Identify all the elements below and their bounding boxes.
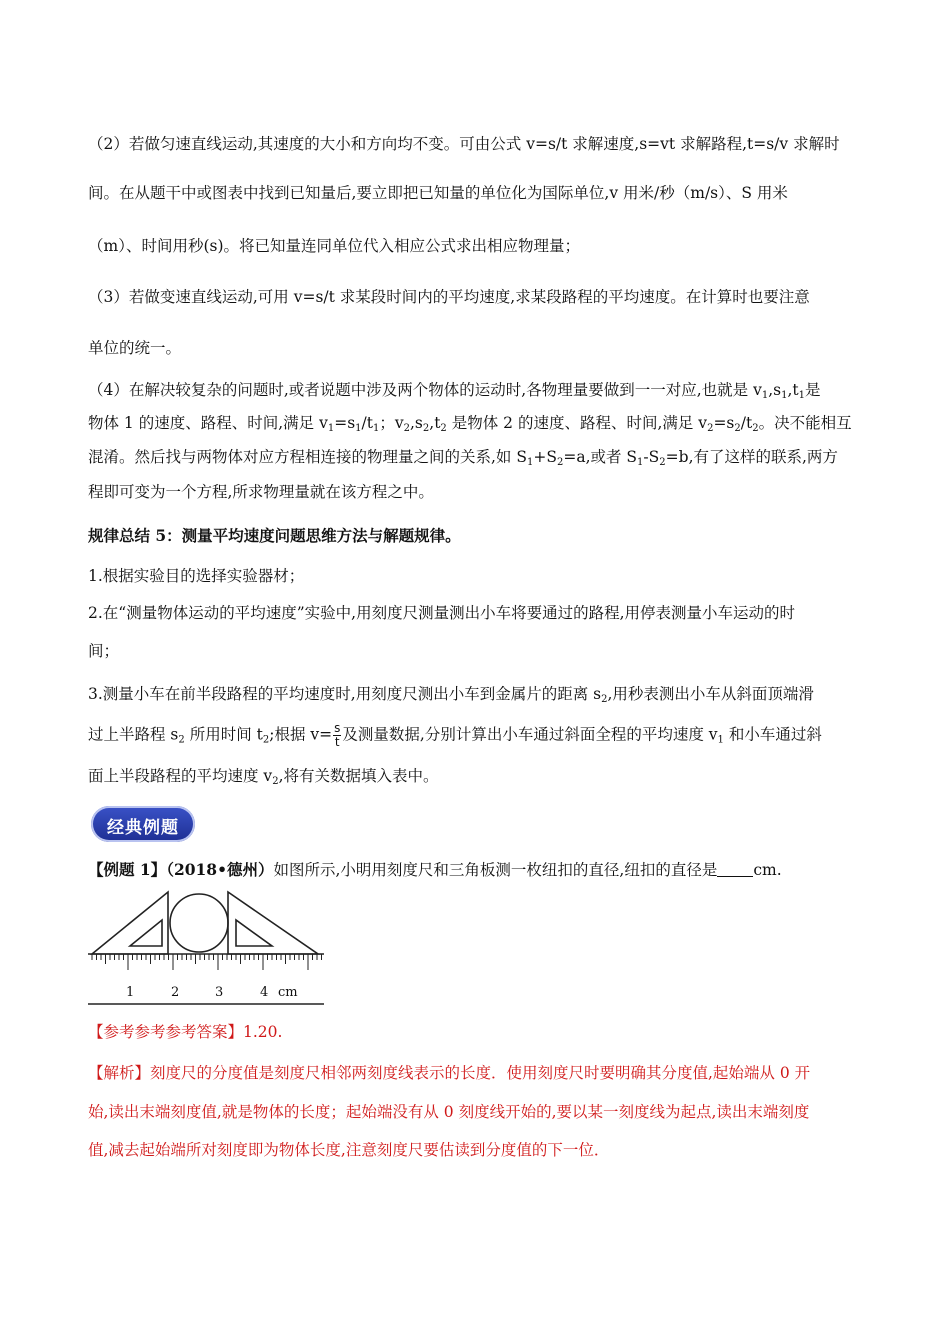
analysis-line1: 【解析】刻度尺的分度值是刻度尺相邻两刻度线表示的长度．使用刻度尺时要明确其分度值,起始端从 0 开 (88, 1064, 811, 1082)
rule5-item3-line3: 面上半段路程的平均速度 $v_2$,将有关数据填入表中。 (88, 767, 439, 787)
answer-blank (717, 862, 753, 877)
rule5-item3-line2: 过上半路程 $s_2$ 所用时间 $t_2$;根据 v= $\frac{s}{t}$ 及测量数据,分别计算出小车通过斜面全程的平均速度 $v_1$ 和小车通过斜 (88, 721, 822, 749)
para4-line4: 程即可变为一个方程,所求物理量就在该方程之中。 (88, 483, 434, 501)
ruler-figure (88, 882, 328, 1012)
rule5-item2-line1: 2.在“测量物体运动的平均速度”实验中,用刻度尺测量测出小车将要通过的路程,用停表测量小车运动的时 (88, 604, 795, 622)
answer-label: 【参考参考参考答案】 (88, 1023, 244, 1041)
tick-label: 1 (126, 985, 135, 1000)
example1-question: 【例题 1】（2018•德州）如图所示,小明用刻度尺和三角板测一枚纽扣的直径,纽扣的直径是 cm. (88, 860, 782, 879)
rule5-heading: 规律总结 5：测量平均速度问题思维方法与解题规律。 (88, 526, 461, 545)
example-source: （2018•德州） (166, 860, 274, 879)
analysis-line2: 始,读出末端刻度值,就是物体的长度；起始端没有从 0 刻度线开始的,要以某一刻度线为起点,读出末端刻度 (88, 1103, 810, 1121)
para2-line2: 间。在从题干中或图表中找到已知量后,要立即把已知量的单位化为国际单位,v 用米/秒（m/s）、S 用米 (88, 184, 788, 202)
tick-label: 4 (260, 985, 269, 1000)
para3-line1: （3）若做变速直线运动,可用 v=s/t 求某段时间内的平均速度,求某段路程的平均速度。在计算时也要注意 (88, 288, 810, 306)
answer-value: 1.20. (243, 1023, 283, 1041)
analysis-line3: 值,减去起始端所对刻度即为物体长度,注意刻度尺要估读到分度值的下一位． (88, 1141, 610, 1159)
para4-line2: 物体 1 的速度、路程、时间,满足 $v_1=s_1/t_1$；$v_2,s_2,t_2$ 是物体 2 的速度、路程、时间,满足 $v_2=s_2/t_2$。决不能相互 (88, 414, 852, 434)
rule5-item1: 1.根据实验目的选择实验器材； (88, 567, 305, 585)
classic-examples-badge (91, 802, 195, 846)
answer-line (88, 1022, 282, 1042)
ruler-ticks (92, 954, 322, 970)
example-tag: 【例题 1】 (88, 860, 167, 879)
badge-label: 经典例题 (107, 818, 179, 838)
para4-line1: （4）在解决较复杂的问题时,或者说题中涉及两个物体的运动时,各物理量要做到一一对应,也就是 $v_1,s_1,t_1$是 (88, 381, 821, 401)
fraction-s-over-t: $\frac{s}{t}$ (334, 721, 341, 749)
para2-line1: （2）若做匀速直线运动,其速度的大小和方向均不变。可由公式 v=s/t 求解速度,s=vt 求解路程,t=s/v 求解时 (88, 135, 840, 153)
para4-line3: 混淆。然后找与两物体对应方程相连接的物理量之间的关系,如 $S_1+S_2=a$,或者 $S_1-S_2=b$,有了这样的联系,两方 (88, 448, 838, 468)
rule5-item2-line2: 间； (88, 642, 120, 660)
para3-line2: 单位的统一。 (88, 339, 182, 357)
para2-line3: （m）、时间用秒(s)。将已知量连同单位代入相应公式求出相应物理量； (88, 237, 580, 255)
unit-label: cm (278, 985, 298, 1000)
tick-label: 2 (171, 985, 180, 1000)
tick-label: 3 (215, 985, 224, 1000)
rule5-item3-line1: 3.测量小车在前半段路程的平均速度时,用刻度尺测出小车到金属片的距离 $s_2$,用秒表测出小车从斜面顶端滑 (88, 685, 814, 705)
